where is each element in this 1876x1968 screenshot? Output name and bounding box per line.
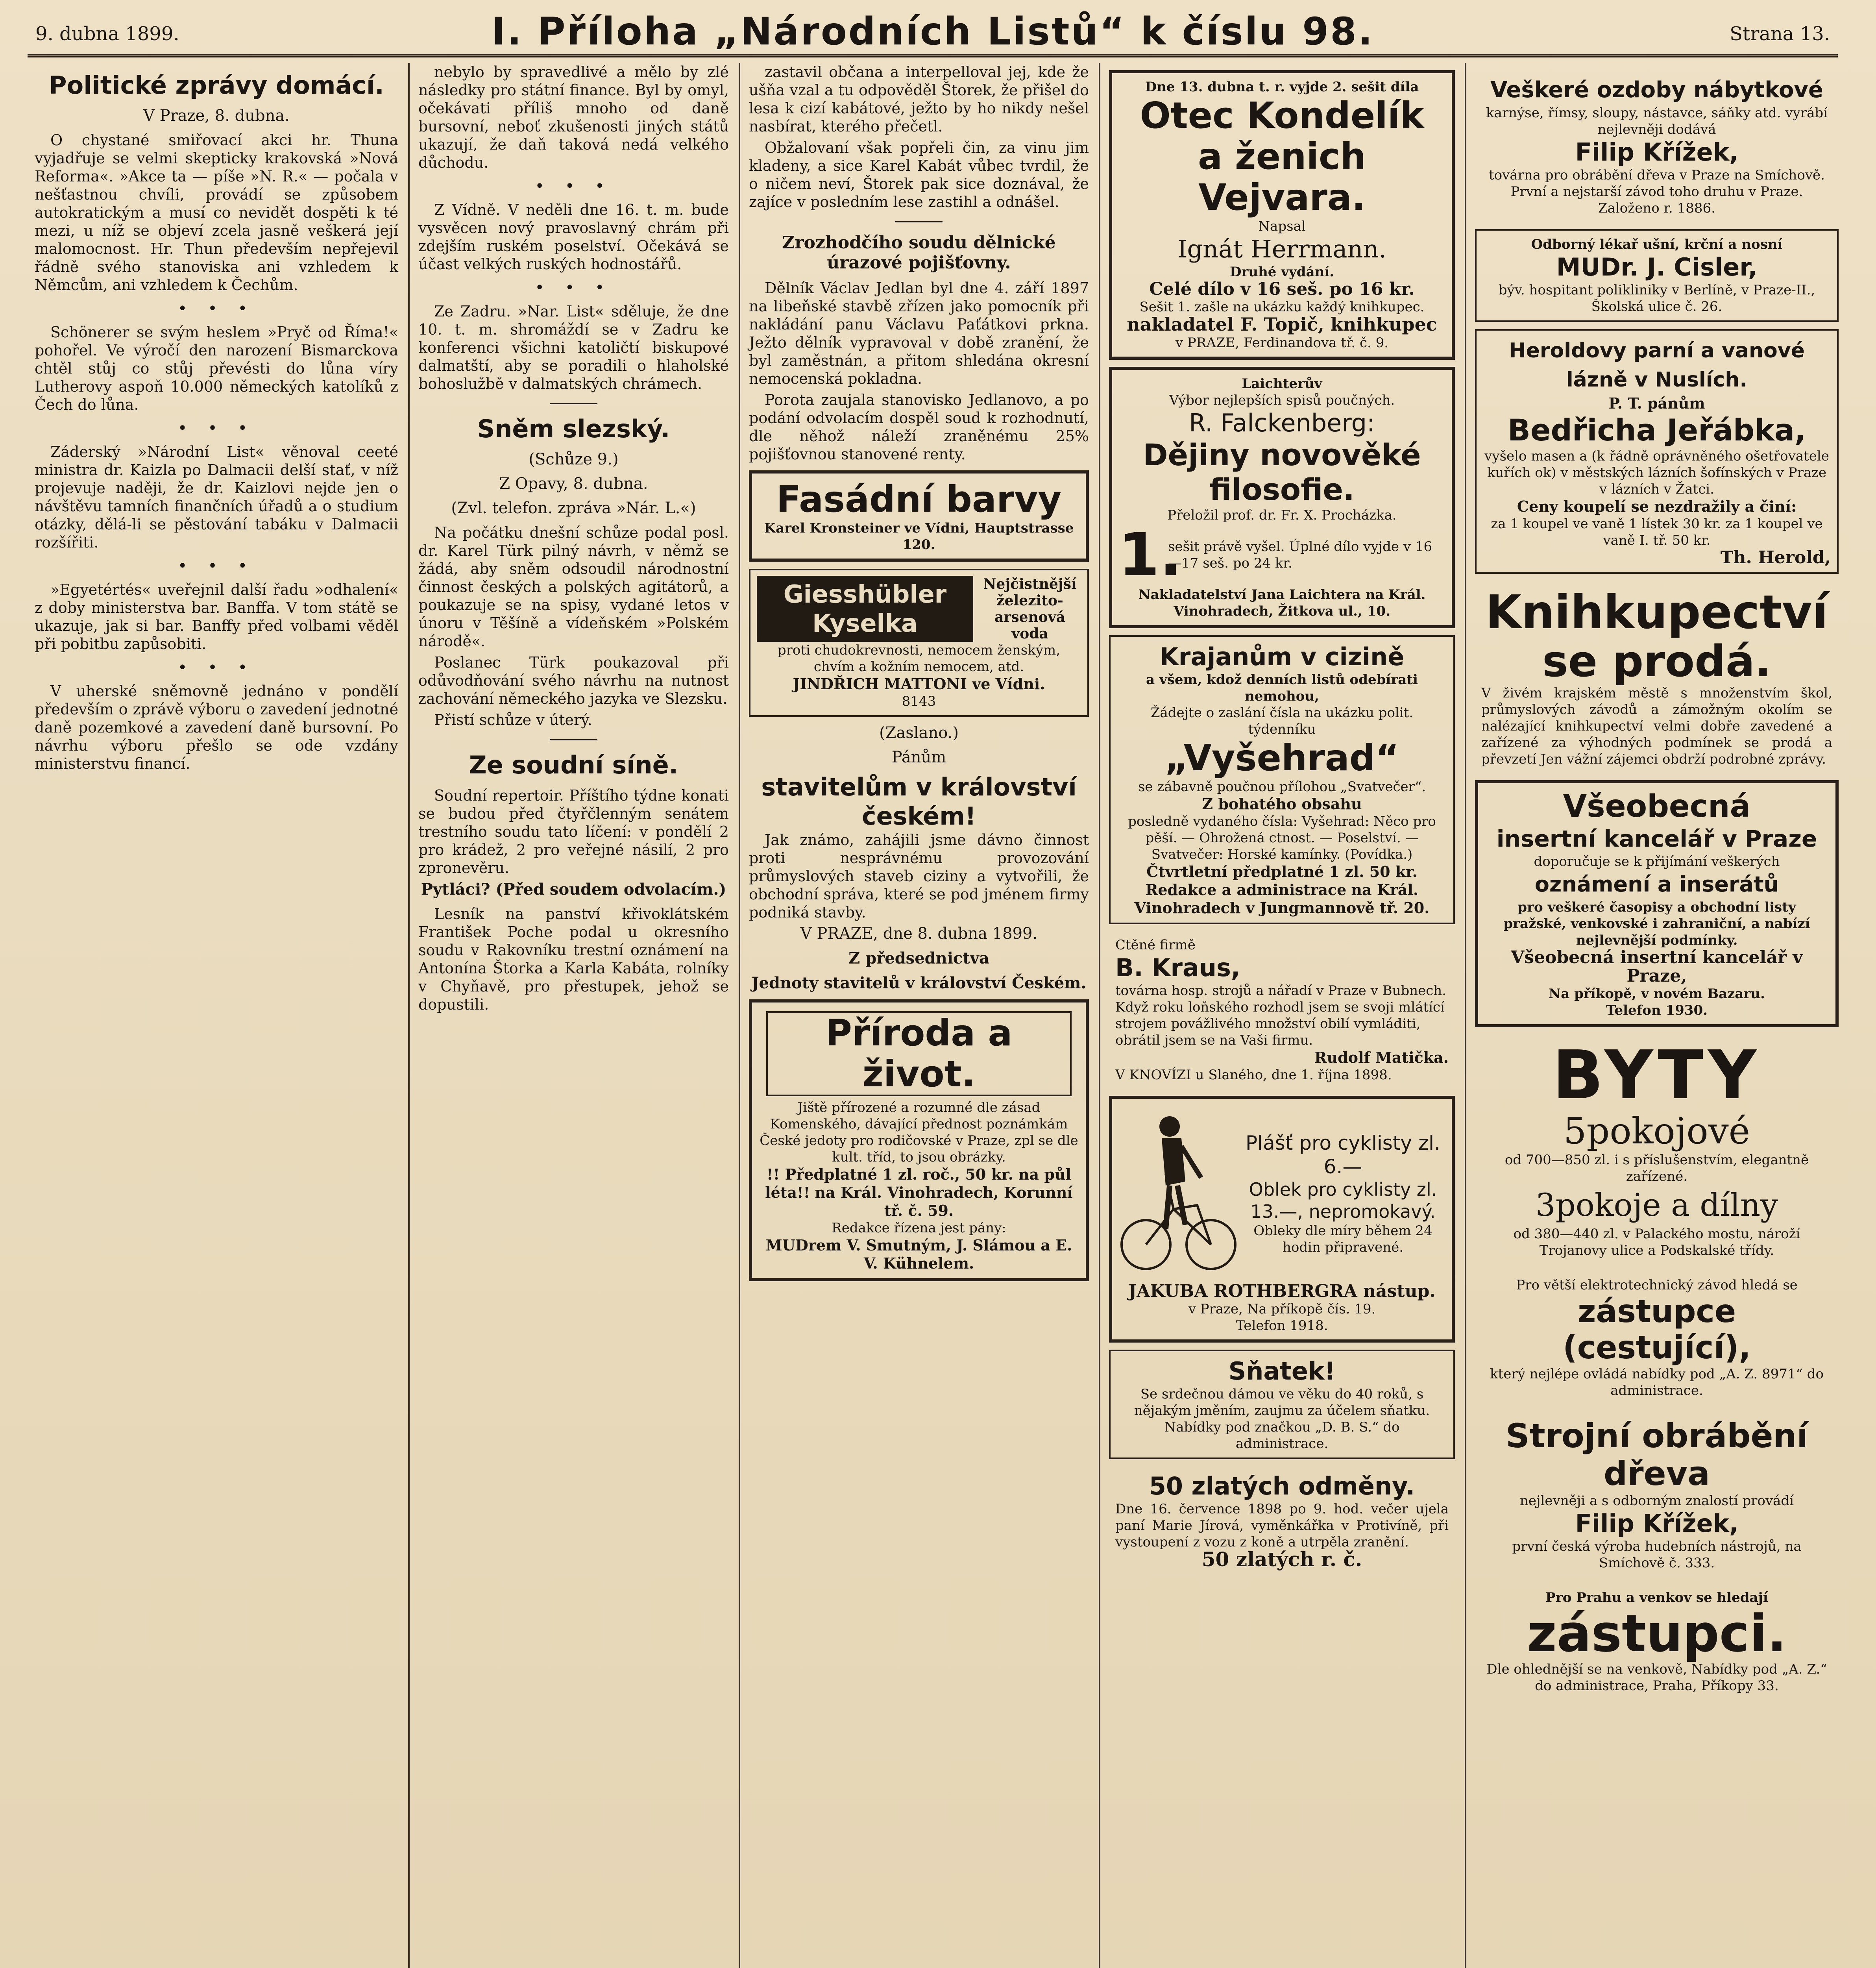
- ad-tagline: Nejčistnější železito-arsenová voda: [983, 576, 1077, 642]
- ad-flats: [1475, 1034, 1839, 1264]
- ad-translator: Přeložil prof. dr. Fr. X. Procházka.: [1167, 507, 1397, 523]
- ad-text: nejlevněji a s odborným znalostí provádí: [1519, 1493, 1794, 1509]
- ad-item-3rooms: 3pokoje a dílny: [1535, 1187, 1778, 1223]
- article-paragraph: Dělník Václav Jedlan byl dne 4. září 1897 na libeňské stavbě zřízen jako pomocník při nakládání panu Václavu Paťátkovi prkna. Ježto dělník vypravoval v době zranění, že byl zaměstnán, a přitom shledána okresní nemocenská pokladna.: [749, 279, 1089, 387]
- ad-title: BYTY: [1552, 1036, 1761, 1114]
- article-paragraph: Lesník na panství křivoklátském František Poche podal u okresního soudu v Rakovníku trestní oznámení na Antonína Štorka a Karla Kabáta, rolníky v Chyňavě, pro přestupek, jehož se dopustili.: [418, 905, 729, 1013]
- ad-salutation: P. T. pánům: [1608, 394, 1705, 412]
- ad-edition: Druhé vydání.: [1229, 264, 1334, 280]
- ad-author: Ignát Herrmann.: [1177, 235, 1387, 263]
- ad-laichter: [1109, 367, 1455, 628]
- ad-editors-label: Redakce řízena jest pány:: [832, 1220, 1006, 1236]
- signature-org: Jednoty stavitelů v království Českém.: [751, 974, 1087, 992]
- ad-price: Celé dílo v 16 seš. po 16 kr.: [1149, 279, 1415, 299]
- column-rule: [1465, 63, 1466, 1968]
- article-paragraph: Schönerer se svým heslem »Pryč od Říma!« pohořel. Ve výročí den narození Bismarckova chtěl stůj co stůj převésti do lůna víry Lutherovy aspoň 10.000 německých katolíků z Čech do lůna.: [35, 324, 398, 413]
- ad-reward: [1109, 1466, 1455, 1576]
- ad-title: Strojní obrábění dřeva: [1505, 1417, 1808, 1493]
- ad-prices: za 1 koupel ve vaně 1 lístek 30 kr. za 1 koupel ve vaně I. tř. 50 kr.: [1491, 516, 1823, 548]
- column-1: [28, 63, 405, 1968]
- ad-title: se prodá.: [1542, 636, 1771, 686]
- salutation: Pánům: [891, 748, 946, 766]
- ad-address: na Král. Vinohradech, Korunní tř. č. 59.: [815, 1184, 1073, 1219]
- ad-kicker: Odborný lékař ušní, krční a nosní: [1531, 237, 1783, 252]
- ad-text: továrna hosp. strojů a nářadí v Praze v Bubnech. Když roku loňského rozhodl jsem se svoji mlátící strojem povážlivého množství obilí vymláditi, obrátil jsem se na Vaši firmu.: [1115, 983, 1447, 1048]
- cyclist-icon: [1118, 1111, 1236, 1276]
- ad-subtitle: se zábavně poučnou přílohou „Svatvečer“.: [1138, 779, 1426, 795]
- ad-title: Fasádní barvy: [776, 478, 1062, 520]
- article-paragraph: Na počátku dnešní schůze podal posl. dr. Karel Türk pilný návrh, v němž se žádá, aby sněm odsoudil národnostní činnost českých a polských agitátorů, a poukazuje se na spisy, vydané letos v únoru v Těšíně a vídeňském »Polském národě«.: [418, 524, 729, 650]
- ad-address: na Král. Vinohradech v Jungmannově tř. 20.: [1134, 881, 1430, 917]
- article-paragraph: zastavil občana a interpelloval jej, kde že ušňa vzal a tu odpověděl Štorek, že přišel do lesa k cizí kabátové, ježto by ho nikdy nešel nasbírat, kterého přečetl.: [749, 63, 1089, 135]
- dateline: V Praze, 8. dubna.: [143, 107, 290, 125]
- ad-woodworking: [1475, 1411, 1839, 1577]
- ad-signature: Th. Herold,: [1720, 547, 1831, 568]
- ad-baths: [1475, 329, 1839, 574]
- ad-address: v PRAZE, Ferdinandova tř. č. 9.: [1175, 335, 1389, 351]
- ad-volume-number: 1.: [1118, 521, 1182, 589]
- ad-telephone: Telefon 1930.: [1606, 1002, 1708, 1018]
- ad-text: Se srdečnou dámou ve věku do 40 roků, s nějakým jměním, zaujmu za účelem sňatku. Nabídky pod značkou „D. B. S.“ do administrace.: [1134, 1386, 1430, 1452]
- ad-series: Výbor nejlepších spisů poučných.: [1169, 392, 1395, 408]
- ad-text: který nejlépe ovládá nabídky pod „A. Z. 8971“ do administrace.: [1490, 1366, 1824, 1398]
- divider: [895, 221, 943, 222]
- ad-contents: posledně vydaného čísla: Vyšehrad: Něco pro pěší. — Ohrožená ctnost. — Poselství. — Svatvečer: Horské kamínky. (Povídka.): [1128, 814, 1436, 862]
- ad-title: Veškeré ozdoby nábytkové: [1490, 77, 1823, 103]
- page-header: [28, 7, 1838, 57]
- article-paragraph: V uherské sněmovně jednáno v pondělí především o zprávě výboru o zavedení jednotné daně pozemkové a zavedení daně bursovní. Po návrhu výboru přešlo se ode vzdány ministerstvu financí.: [35, 683, 398, 772]
- separator: • • •: [177, 419, 255, 437]
- ad-kicker: Laichterův: [1242, 376, 1322, 392]
- divider: [550, 403, 597, 404]
- separator: • • •: [177, 300, 255, 318]
- separator: • • •: [177, 658, 255, 677]
- section-heading-snem: Sněm slezský.: [477, 414, 670, 443]
- ad-title: Sňatek!: [1228, 1357, 1336, 1385]
- builders-heading: stavitelům v království českém!: [761, 773, 1077, 830]
- ad-number: 8143: [902, 694, 936, 709]
- ad-doctor: [1475, 229, 1839, 322]
- ad-address: první česká výroba hudebních nástrojů, na Smíchově č. 333.: [1512, 1539, 1802, 1571]
- ad-info: sešit právě vyšel. Úplné dílo vyjde v 16—17 seš. po 24 kr.: [1168, 539, 1432, 571]
- section-heading-politics: Politické zprávy domácí.: [49, 71, 384, 100]
- ad-title: Heroldovy parní a vanové lázně v Nuslích.: [1509, 339, 1805, 392]
- ad-text: Dne 16. července 1898 po 9. hod. večer ujela paní Marie Jírová, vyměnkářka v Protivíně, při vystoupení z vozu z koně a utrpěla zranění.: [1115, 1501, 1449, 1550]
- article-paragraph: Obžalovaní však popřeli čin, za vinu jim kladeny, a sice Karel Kabát vůbec tvrdil, že o ničem neví, Štorek pak sice doznával, že zajíce v posledním lese zastihl a odnášel.: [749, 139, 1089, 211]
- ad-intro: Žádejte o zaslání čísla na ukázku polit. týdenníku: [1150, 705, 1414, 737]
- ad-title: Otec Kondelík: [1140, 94, 1424, 137]
- session-number: (Schůze 9.): [529, 450, 619, 468]
- ad-name: MUDr. J. Cisler,: [1556, 253, 1758, 281]
- ad-kicker: Dne 13. dubna t. r. vyjde 2. sešit díla: [1145, 79, 1419, 95]
- ad-publisher: nakladatel F. Topič, knihkupec: [1127, 314, 1437, 335]
- ad-name: Bedřicha Jeřábka,: [1508, 412, 1806, 448]
- telefon-note: (Zvl. telefon. zpráva »Nár. L.«): [451, 499, 696, 517]
- ad-item-cape: Plášť pro cyklisty zl. 6.—: [1246, 1132, 1440, 1178]
- ad-editors: MUDrem V. Smutným, J. Slámou a E. V. Kühnelem.: [765, 1236, 1072, 1272]
- ad-kondelik: [1109, 70, 1455, 360]
- article-paragraph: Přistí schůze v úterý.: [434, 711, 592, 729]
- ad-text: V živém krajském městě s množenstvím škol, průmyslových závodů a zámožným okolím se nalézající knihkupectví velmi dobře zavedené a zařízené za výhodných podmínek se prodá a převzetí Jen vážní zájemci obdrží podrobné zprávy.: [1481, 685, 1832, 767]
- ad-furniture: [1475, 70, 1839, 222]
- ad-firm: Všeobecná insertní kancelář v Praze,: [1511, 947, 1803, 986]
- separator: • • •: [535, 177, 612, 195]
- separator: • • •: [535, 279, 612, 297]
- ad-address: Karel Kronsteiner ve Vídni, Hauptstrasse 120.: [764, 520, 1074, 553]
- page-number: Strana 13.: [1730, 23, 1830, 45]
- signature-heading: Z předsednictva: [848, 949, 989, 967]
- ad-agents: [1475, 1584, 1839, 1700]
- dateline: V PRAZE, dne 8. dubna 1899.: [800, 925, 1038, 943]
- ad-text: karnýse, římsy, sloupy, nástavce, sáňky atd. vyrábí nejlevněji dodává: [1486, 105, 1828, 137]
- ad-contents-label: Z bohatého obsahu: [1202, 795, 1362, 813]
- ad-insert-office: [1475, 780, 1839, 1027]
- ad-title: insertní kancelář v Praze: [1496, 825, 1817, 852]
- column-5: [1468, 63, 1846, 1968]
- article-paragraph: »Egyetértés« uveřejnil další řadu »odhalení« z doby ministerstva bar. Banffa. V tom státě se ukazuje, jak si bar. Banffy před volbami věděl při pobitbu zapůsobiti.: [35, 581, 398, 653]
- issue-date: 9. dubna 1899.: [35, 23, 179, 45]
- ad-title: zástupce (cestující),: [1563, 1293, 1751, 1366]
- ad-firm: Filip Křížek,: [1575, 1509, 1739, 1538]
- section-heading-court: Ze soudní síně.: [469, 751, 678, 779]
- supplement-title: I. Příloha „Národních Listů“ k číslu 98.: [491, 9, 1374, 54]
- ad-title: Knihkupectví: [1485, 585, 1828, 639]
- ad-facade-paints: [749, 470, 1089, 562]
- ad-text: továrna pro obrábění dřeva v Praze na Smíchově. První a nejstarší závod toho druhu v Praze. Založeno r. 1886.: [1489, 167, 1825, 216]
- ad-priroda: [749, 999, 1089, 1281]
- ad-rothberg: [1109, 1096, 1455, 1343]
- ad-signature: Rudolf Matička.: [1314, 1049, 1449, 1066]
- ad-note: Sešit 1. zašle na ukázku každý knihkupec.: [1139, 299, 1425, 315]
- separator: • • •: [177, 557, 255, 575]
- ad-author: R. Falckenberg:: [1189, 409, 1375, 437]
- ad-firm: Filip Křížek,: [1575, 138, 1739, 166]
- ad-item-suit: Oblek pro cyklisty zl. 13.—, nepromokavý.: [1249, 1179, 1437, 1222]
- article-paragraph: Poslanec Türk poukazoval při odůvodňování svého návrhu na nutnost zachování německého jazyka ve Slezsku.: [418, 654, 729, 707]
- ad-maker: JINDŘICH MATTONI ve Vídni.: [793, 675, 1045, 693]
- ad-bookshop: [1475, 581, 1839, 773]
- ad-title: 50 zlatých odměny.: [1149, 1472, 1415, 1500]
- ad-item-5rooms: 5pokojové: [1563, 1110, 1750, 1152]
- ad-title: Všeobecná: [1563, 789, 1751, 824]
- ad-text: od 700—850 zl. i s příslušenstvím, elegantně zařízené.: [1504, 1152, 1809, 1184]
- ad-text: doporučuje se k přijímání veškerých: [1534, 854, 1780, 869]
- ad-office: Redakce a administrace: [1145, 881, 1347, 899]
- article-paragraph: nebylo by spravedlivé a mělo by zlé následky pro státní finance. Byl by omyl, očekávati příliš mnoho od daně bursovní, neboť zkušenosti jiných států ukazují, že daň taková nedá velkého důchodu.: [418, 63, 729, 171]
- zaslano-label: (Zaslano.): [879, 724, 959, 742]
- ad-address: Na příkopě, v novém Bazaru.: [1549, 986, 1765, 1002]
- ad-address: v Praze, Na příkopě čís. 19.: [1188, 1301, 1376, 1317]
- article-heading-ruling: Zrozhodčího soudu dělnické úrazové pojišťovny.: [782, 233, 1056, 273]
- article-paragraph: Záderský »Národní List« věnoval ceeté ministra dr. Kaizla po Dalmacii delší stať, v níž projevuje naději, že dr. Kaizlovi nejde jen o návštěvu tamních finančních úřadů a o studium otázky, dělá-li se pěstování tabáku v Dalmacii rozšířiti.: [35, 443, 398, 551]
- ad-text: vyšelo masen a (k řádně oprávněného ošetřovatele kuřích ok) v městských lázních šofínských v Praze v lázních v Žatci.: [1484, 448, 1829, 497]
- article-paragraph: Porota zaujala stanovisko Jedlanovo, a po podání odvolacím dospěl soud k rozhodnutí, dle něhož náleží zraněnému 25% pojišťovnou stanovené renty.: [749, 391, 1089, 463]
- ad-salutation: Ctěné firmě: [1115, 937, 1196, 953]
- column-2: [411, 63, 736, 1968]
- column-rule: [408, 63, 410, 1968]
- ad-subhead: a všem, kdož denních listů odebírati nemohou,: [1146, 672, 1418, 704]
- ad-title: Příroda a život.: [766, 1011, 1072, 1096]
- article-paragraph: Ze Zadru. »Nar. List« sděluje, že dne 10. t. m. shromáždí se v Zadru ke konferenci všichni katoličtí biskupové dalmatští, aby se poradili o hlaholské bohoslužbě v dalmatských chrámech.: [418, 303, 729, 392]
- ad-intro: Pro Prahu a venkov se hledají: [1545, 1590, 1768, 1605]
- ad-title: Dějiny novověké filosofie.: [1143, 437, 1421, 507]
- column-3: [742, 63, 1096, 1968]
- ad-text: od 380—440 zl. v Palackého mostu, nároží Trojanovy ulice a Podskalské třídy.: [1513, 1226, 1800, 1258]
- ad-byline-label: Napsal: [1258, 218, 1306, 234]
- ad-intro: Pro větší elektrotechnický závod hledá se: [1516, 1277, 1798, 1293]
- ad-headline: oznámení a inserátů: [1534, 872, 1779, 897]
- article-paragraph: Jak známo, zahájili jsme dávno činnost proti nesprávnému provozování průmyslových staveb ciziny a vytvořili, že obchodní správa, které se pod jménem firmy podniká stavby.: [749, 831, 1089, 921]
- ad-text: býv. hospitant polikliniky v Berlíně, v Praze-II., Školská ulice č. 26.: [1498, 282, 1815, 314]
- ad-amount: 50 zlatých r. č.: [1201, 1548, 1362, 1571]
- ad-prices-label: Ceny koupelí se nezdražily a činí:: [1517, 498, 1797, 515]
- ad-representative: [1475, 1271, 1839, 1404]
- column-rule: [739, 63, 740, 1968]
- divider: [550, 739, 597, 740]
- ad-text: Jiště přírozené a rozumné dle zásad Komenského, dávající přednost poznámkám České jedoty pro rodičovské v Praze, zpl se dle kult. tříd, to jsou obrázky.: [760, 1100, 1078, 1165]
- ad-mattoni: [749, 569, 1089, 717]
- ad-title: „Vyšehrad“: [1164, 737, 1399, 779]
- ad-publisher: Nakladatelství Jana Laichtera na Král. Vinohradech, Žitkova ul., 10.: [1138, 587, 1426, 619]
- article-paragraph: Soudní repertoir. Příštího týdne konati se budou před čtyřčlenným senátem trestního soudu tato líčení: v pondělí 2 pro krádež, 2 pro veřejné násilí, 2 pro zpronevěru.: [418, 787, 729, 877]
- ad-title: zástupci.: [1527, 1604, 1787, 1663]
- dateline: Z Opavy, 8. dubna.: [499, 475, 648, 493]
- column-rule: [1099, 63, 1100, 1968]
- ad-kraus: [1109, 931, 1455, 1089]
- ad-text: proti chudokrevnosti, nemocem ženským, chvím a kožním nemocem, atd.: [777, 642, 1061, 675]
- ad-firm: JAKUBA ROTHBERGRA nástup.: [1128, 1281, 1436, 1301]
- article-subheading: Pytláci? (Před soudem odvolacím.): [421, 880, 726, 899]
- ad-place: V KNOVÍZI u Slaného, dne 1. října 1898.: [1115, 1067, 1392, 1083]
- article-paragraph: Z Vídně. V neděli dne 16. t. m. bude vysvěcen nový pravoslavný chrám při zdejším ruském poselství. Očekává se účast velkých ruských hodnostářů.: [418, 201, 729, 273]
- ad-side-note: Obleky dle míry během 24 hodin připravené.: [1253, 1223, 1432, 1255]
- ad-text: pro veškeré časopisy a obchodní listy pražské, venkovské i zahraniční, a nabízí nejlevnější podmínky.: [1503, 899, 1810, 948]
- article-paragraph: O chystané smiřovací akci hr. Thuna vyjadřuje se velmi skepticky krakovská »Nová Reforma«. »Akce ta — píše »N. R.« — počala v nešťastnou chvíli, provádí se způsobem autokratickým a musí co nevidět dospěti k té mezi, u níž se objeví zcela jasně veškerá její malomocnost. Hr. Thun především nepřejevil řádně svého stanoviska ani vzhledem k Němcům, ani vzhledem k Čechům.: [35, 131, 398, 294]
- ad-text: Dle ohlednější se na venkově, Nabídky pod „A. Z.“ do administrace, Praha, Příkopy 33.: [1486, 1661, 1827, 1694]
- column-4: [1102, 63, 1462, 1968]
- ad-price: Čtvrtletní předplatné 1 zl. 50 kr.: [1146, 863, 1418, 880]
- ad-telephone: Telefon 1918.: [1236, 1318, 1328, 1334]
- ad-firm: B. Kraus,: [1115, 953, 1240, 982]
- ad-title: Giesshübler Kyselka: [757, 576, 973, 642]
- ad-vysehrad: [1109, 635, 1455, 924]
- ad-title: a ženich Vejvara.: [1198, 135, 1366, 218]
- ad-headline: Krajanům v cizině: [1159, 642, 1405, 671]
- ad-marriage: [1109, 1350, 1455, 1459]
- ad-price: !! Předplatné 1 zl. roč., 50 kr. na půl léta!!: [765, 1165, 1072, 1201]
